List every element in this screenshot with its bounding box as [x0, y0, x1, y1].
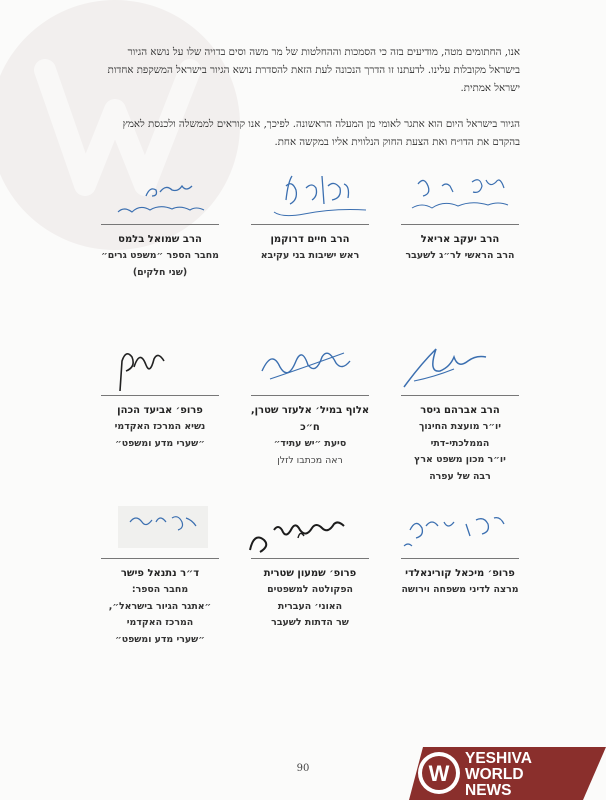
handwritten-signature-icon — [240, 166, 380, 224]
signature-line — [401, 558, 519, 559]
page-number: 90 — [296, 763, 310, 774]
signatory-title: שר הדתות לשעבר — [271, 617, 349, 628]
signature-image — [240, 166, 380, 224]
signatory-name: פרופ׳ שמעון שטרית — [263, 568, 357, 579]
signature-image — [240, 500, 380, 558]
signatory-name: פרופ׳ אביעד הכהן — [117, 405, 203, 416]
signatory-title: מרצה לדיני משפחה וירושה — [401, 584, 519, 595]
signatory-name: הרב שמואל בלמס — [118, 234, 202, 245]
signature-image — [90, 337, 230, 395]
handwritten-signature-icon — [390, 166, 530, 224]
signatory-title: הממלכתי-דתי — [430, 437, 490, 449]
signatory-title: המרכז האקדמי — [126, 617, 194, 628]
signatory-druckman — [240, 166, 380, 265]
signature-line — [101, 395, 219, 396]
handwritten-signature-icon — [390, 500, 530, 558]
signature-image — [390, 500, 530, 558]
signature-line — [401, 395, 519, 396]
signatory-blemes — [90, 166, 230, 281]
signatory-hacohen — [90, 337, 230, 452]
signatory-note: ראה מכתבו לזלן — [277, 454, 343, 466]
signatory-name: ד״ר נתנאל פישר — [120, 568, 200, 579]
signatory-name: אלוף במיל׳ אלעזר שטרן, ח״כ — [250, 405, 370, 433]
signature-line — [101, 224, 219, 225]
signatory-title: (שני חלקים) — [132, 266, 188, 278]
signature-image — [90, 500, 230, 558]
signatory-name: הרב אברהם גיסר — [420, 405, 500, 416]
signatory-title: ״אתגר הגיור בישראל״, — [108, 600, 212, 612]
signatory-title: יו״ר מועצת החינוך — [418, 421, 502, 432]
signatory-title: ראש ישיבות בני עקיבא — [260, 250, 360, 261]
signature-line — [401, 224, 519, 225]
signatory-shitrit — [240, 500, 380, 632]
handwritten-signature-icon — [240, 500, 380, 558]
signatory-title: ״שערי מדע ומשפט״ — [115, 633, 205, 645]
signature-line — [251, 224, 369, 225]
signature-image — [90, 166, 230, 224]
signatory-title: רבה של עפרה — [429, 470, 491, 482]
signatory-title: הרב הראשי לר״ג לשעבר — [405, 250, 515, 261]
signatory-name: הרב חיים דרוקמן — [270, 234, 350, 245]
signatory-ariel — [390, 166, 530, 265]
handwritten-signature-icon — [240, 337, 380, 395]
signature-line — [251, 558, 369, 559]
logo-line-1: YESHIVA — [465, 750, 532, 767]
signatory-gisser — [390, 337, 530, 485]
signatory-title: סיעת ״יש עתיד״ — [273, 438, 347, 449]
handwritten-signature-icon — [90, 166, 230, 224]
signatory-title: ״שערי מדע ומשפט״ — [115, 437, 205, 449]
signatory-title: האוני׳ העברית — [277, 600, 343, 612]
signatory-name: פרופ׳ מיכאל קורינאלדי — [405, 568, 515, 579]
signature-line — [101, 558, 219, 559]
signature-image — [390, 166, 530, 224]
intro-paragraph: אנו, החתומים מטה, מודיעים בזה כי הסמכות וההחלטות של מר משה וסים בדויה שלו על נושא הגיור בישראל מקובלות עלינו. לדעתנו זו הדרך הנכונה לעת הזאת להסדרת נושא הגיור בישראל המשקפת אחדות ישראל אמתית. — [107, 47, 520, 94]
signatory-title: נשיא המרכז האקדמי — [114, 421, 206, 432]
signature-line — [251, 395, 369, 396]
signature-image — [390, 337, 530, 395]
signature-image — [240, 337, 380, 395]
logo-initial: W — [428, 761, 450, 786]
signatory-title: מחבר הספר ״משפט גרים״ — [101, 250, 219, 261]
signatory-title: מחבר הספר: — [131, 584, 189, 595]
signatory-title: הפקולטה למשפטים — [267, 584, 353, 595]
signatory-name: הרב יעקב אריאל — [420, 234, 500, 245]
handwritten-signature-icon — [390, 337, 530, 395]
handwritten-signature-icon — [90, 500, 230, 558]
signatory-stern — [240, 337, 380, 469]
yeshiva-world-news-logo — [409, 745, 606, 800]
signatory-title: יו״ר מכון משפט ארץ — [414, 454, 506, 465]
handwritten-signature-icon — [90, 337, 230, 395]
call-paragraph: הגיור בישראל היום הוא אתגר לאומי מן המעלה הראשונה. לפיכך, אנו קוראים לממשלה ולכנסת לאמץ בהקדם את הדו״ח ואת הצעת החוק הנלווית אליו במקשה אחת. — [122, 119, 520, 148]
signatory-fisher — [90, 500, 230, 648]
logo-line-3: NEWS — [465, 782, 512, 799]
signatory-corinaldi — [390, 500, 530, 599]
logo-line-2: WORLD — [465, 766, 524, 783]
